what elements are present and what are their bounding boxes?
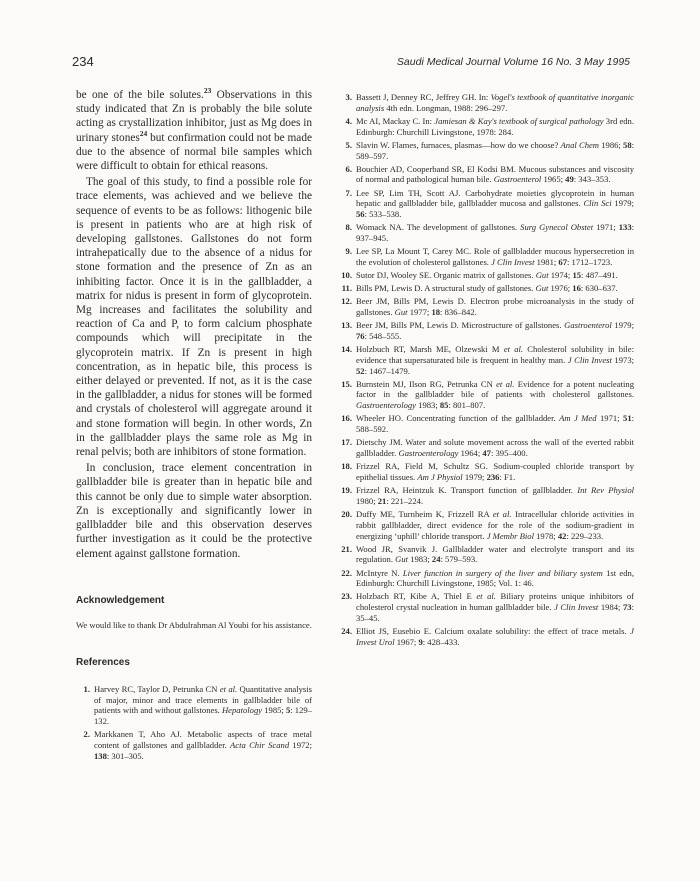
reference-journal: J Clin Invest [491,256,535,267]
reference-volume: 16 [572,283,581,294]
body-paragraph-2: The goal of this study, to find a possible role for trace elements, was achieved and we believe the sequence of events to be as follows: lithogenic bile is present in patients who are at high risk of developing gallstones. Gallstones do not form intrahepatically due to the absence of a nidus for stone formation and the presence of Zn as an inhibiting factor. Once it is in the gallbladder, a matrix for nidus is present in form of glycoprotein. Mg increases and facilitates the solubility and reaction of Ca and P, to form calcium phosphate compounds which will precipitate in the glycoprotein matrix. If Zn is present in high concentration, as in hepatic bile, this process is either delayed or prevented. If not, as it is the case in the gallbladder, a nidus for stones will be formed and crystals of cholesterol will aggregate around it and stone formation will begin. In other words, Zn in the gallbladder plays the same role as Mg in renal pelvis; both are inhibitors of stone formation. [76,176,312,459]
reference-item [338,92,634,114]
reference-journal: Gastroenterology [356,400,416,411]
reference-item [338,320,634,342]
reference-authors: Dietschy JM. Water and solute movement across the wall of the everted rabbit gallbladder. [356,437,634,459]
reference-title: Evidence for a potent nucleating factor in the gallbladder bile of patients with cholesterol gallstones. [356,378,635,400]
reference-pages: : 630–637. [580,283,618,294]
reference-item [338,283,634,294]
reference-journal: Surg Gynecol Obstet [520,222,594,233]
reference-volume: 51 [623,413,632,424]
reference-pages: : 129–132. [94,705,312,727]
reference-journal: J Invest Urol [356,626,634,647]
reference-volume: 24 [431,554,441,565]
running-head: Saudi Medical Journal Volume 16 No. 3 May 1995 [396,56,630,68]
reference-number: 6. [345,163,352,174]
reference-authors: Beer JM, Bills PM, Lewis D. Electron probe microanalysis in the study of gallstones. [356,296,634,318]
reference-item [338,485,634,507]
reference-year: 1981; [534,256,559,267]
reference-volume: 67 [558,256,567,267]
reference-number: 11. [341,283,352,294]
reference-journal: Gut [535,270,549,281]
reference-item [338,140,634,162]
reference-journal: Gastroenterol [564,320,612,331]
body-paragraph-3: In conclusion, trace element concentration in gallbladder bile is greater than in hepatic bile and this cannot be only due to simple water absorption. Zn is exceptionally and significantly lower in gallbladder bile and this observation deserves further investigation as it could be the protective element against gallstone formation. [76,462,312,560]
reference-year: 1980; [356,495,378,506]
reference-pages: : 343–353. [573,174,611,185]
reference-volume: 138 [94,750,107,761]
reference-number: 13. [341,320,352,331]
reference-journal: Am J Physiol [417,471,463,482]
reference-number: 18. [341,461,352,472]
reference-pages: : 801–807. [448,400,486,411]
reference-authors: Bassett J, Denney RC, Jeffrey GH. In: [356,92,491,102]
reference-year: 1973; [611,354,635,365]
reference-pages: : 229–233. [566,530,604,541]
reference-emphasis: et al. [492,508,512,519]
reference-year: 1986; [599,139,624,150]
reference-authors: Frizzel RA, Field M, Schultz SG. Sodium-coupled chloride transport by epithelial tissues. [356,461,634,482]
reference-volume: 21 [377,495,387,506]
body-text: be one of the bile solutes. [76,89,204,101]
reference-pages: : 428–433. [422,636,460,647]
reference-year: 1984; [598,602,623,613]
reference-volume: 18 [431,307,441,318]
reference-number: 4. [345,115,352,126]
reference-journal: Gut [394,307,408,318]
reference-item [338,222,634,244]
reference-authors: Wheeler HO. Concentrating function of the gallbladder. [356,413,560,424]
reference-volume: 58 [623,139,632,150]
reference-item [338,246,634,268]
reference-journal: J Membr Biol [486,530,534,541]
reference-authors: Beer JM, Bills PM, Lewis D. Microstructure of gallstones. [356,320,565,331]
reference-pages: : 301–305. [106,750,144,761]
reference-authors: Duffy ME, Turnheim K, Frizzell RA [356,508,493,519]
reference-volume: 47 [482,448,491,459]
reference-volume: 5 [285,705,291,716]
reference-authors: Frizzel RA, Heintzuk K. Transport function of gallbladder. [356,485,578,496]
reference-pages: : 533–538. [364,209,402,220]
reference-list-right [338,92,634,648]
reference-emphasis: Jamiesan & Kay's textbook of surgical pathology [434,115,604,126]
reference-item [338,344,634,376]
reference-authors: Sutor DJ, Wooley SE. Organic matrix of gallstones. [356,270,536,281]
reference-number: 16. [341,413,352,424]
reference-title: 4th edn. Longman, 1988: 296–297. [384,102,508,113]
reference-year: 1974; [548,270,573,281]
reference-journal: Anal Chem [560,139,600,150]
acknowledgement-text: We would like to thank Dr Abdulrahman Al Youbi for his assistance. [76,619,312,630]
reference-year: 1979; [611,198,634,209]
reference-volume: 236 [486,471,500,482]
reference-authors: Bouchier AD, Cooperband SR, El Kodsi BM. Mucous substances and viscosity of normal and pathological human bile. [356,163,634,185]
acknowledgement-heading: Acknowledgement [76,594,165,606]
reference-item [338,591,634,623]
reference-authors: Womack NA. The development of gallstones. [356,222,521,233]
reference-pages: : 35–45. [356,602,634,623]
reference-pages: : 579–593. [440,554,478,565]
reference-year: 1979; [611,320,634,331]
reference-emphasis: et al. [476,591,496,602]
reference-authors: Lee SP, La Mount T, Carey MC. Role of gallbladder mucous hypersecretion in the evolution of cholesterol gallstones. [356,246,634,267]
reference-emphasis: et al. [496,378,515,389]
reference-item [76,684,312,727]
reference-title: Intracellular chloride activities in rabbit gallbladder, direct evidence for the role of the sodium-gradient in energizing ‘uphill’ chloride transport. [356,508,634,541]
reference-emphasis: et al. [219,683,238,694]
reference-number: 7. [345,187,352,198]
reference-item [338,116,634,138]
reference-volume: 73 [623,602,632,613]
reference-authors: Holzbuch RT, Marsh ME, Olzewski M [356,344,504,354]
reference-item [338,509,634,541]
left-column [76,88,312,764]
reference-pages: : 548–555. [364,330,402,341]
reference-item [338,437,634,459]
citation-superscript: 23 [203,86,212,96]
reference-year: 1967; [394,636,419,647]
reference-number: 15. [341,378,352,389]
reference-journal: Am J Med [559,413,597,424]
page-number: 234 [72,54,94,69]
reference-year: 1965; [541,174,566,185]
reference-journal: Gut [535,283,549,294]
reference-journal: J Clin Invest [554,602,599,613]
reference-title: Cholesterol solubility in bile: evidence that supersaturated bile is frequent in healthy man. [356,344,635,365]
reference-pages: : 589–597. [356,139,635,161]
reference-volume: 76 [356,330,365,341]
reference-year: 1983; [408,554,432,565]
reference-number: 1. [83,683,90,694]
body-text: but confirmation could not be made due to the absence of normal bile samples which were difficult to obtain for ethical reasons. [76,131,312,173]
reference-volume: 52 [356,365,365,376]
reference-journal: Clin Sci [583,198,612,209]
reference-year: 1972; [289,739,312,750]
reference-number: 24. [341,626,352,637]
reference-volume: 133 [618,222,632,233]
reference-pages: : 1467–1479. [364,365,410,376]
reference-number: 17. [341,437,352,448]
reference-number: 8. [345,222,352,233]
reference-item [338,461,634,483]
reference-item [338,164,634,186]
reference-item [338,270,634,281]
reference-year: 1978; [533,530,558,541]
reference-number: 12. [341,296,352,307]
reference-title: Quantitative analysis of major, minor and trace elements in gallbladder bile of patients with and without gallstones. [94,683,312,716]
body-paragraph-1 [76,88,312,173]
reference-item [338,626,634,648]
reference-number: 14. [341,344,352,354]
reference-volume: 56 [356,209,365,220]
reference-authors: Wood JR, Svanvik J. Gallbladder water and electrolyte transport and its regulation. [356,543,634,565]
reference-pages: : 487–491. [581,270,618,281]
reference-pages: : 221–224. [386,495,424,506]
reference-authors: Bills PM, Lewis D. A structural study of gallstones. [356,283,536,294]
reference-journal: Gastroenterology [398,448,459,459]
reference-pages: : F1. [499,471,516,482]
reference-number: 19. [341,485,352,496]
reference-item [338,568,634,590]
right-column [338,92,634,650]
reference-emphasis: Vogel's textbook of quantitative inorganic analysis [356,92,634,113]
reference-number: 2. [83,729,90,740]
reference-journal: Int Rev Physiol [577,485,635,496]
body-text: Observations in this study indicated that Zn is probably the bile solute acting as crystallization inhibitor, just as Mg does in urinary stones [76,89,312,144]
reference-year: 1971; [593,222,619,233]
reference-journal: Acta Chir Scand [230,739,290,750]
citation-superscript: 24 [139,128,148,138]
reference-authors: Elliot JS, Eusebio E. Calcium oxalate solubility: the effect of trace metals. [356,626,631,637]
reference-item [338,296,634,318]
reference-year: 1976; [548,283,573,294]
reference-item [338,413,634,435]
reference-volume: 9 [418,636,423,647]
reference-pages: : 937–945. [356,222,634,244]
reference-number: 21. [341,543,352,554]
reference-number: 22. [341,567,352,578]
reference-title: 1st edn, Edinburgh: Churchill Livingstone, 1985; Vol. 1: 46. [356,567,634,589]
reference-journal: Gastroenterol [493,174,542,185]
reference-number: 20. [341,508,352,519]
reference-authors: Lee SP, Lim TH, Scott AJ. Carbohydrate moieties glycoprotein in human hepatic and gallbladder bile, gallbladder mucosa and gallstones. [356,187,634,209]
reference-authors: Burnstein MJ, Ilson RG, Petrunka CN [356,378,497,389]
reference-title: Biliary proteins unique inhibitors of cholesterol crystal nucleation in human gallbladder bile. [356,591,634,613]
reference-pages: : 395–400. [490,448,528,459]
reference-item [338,379,634,411]
reference-authors: Holzbach RT, Kibe A, Thiel E [356,591,477,602]
reference-title: 3rd edn. Edinburgh: Churchill Livingstone, 1978: 284. [356,115,635,137]
reference-pages: : 836–842. [440,307,477,318]
reference-volume: 42 [557,530,567,541]
reference-volume: 85 [439,400,449,411]
reference-year: 1977; [407,307,432,318]
reference-journal: Gut [395,554,409,565]
reference-pages: : 588–592. [356,413,634,435]
reference-authors: Harvey RC, Taylor D, Petrunka CN [94,683,220,694]
reference-emphasis: Liver function in surgery of the liver and biliary system [402,567,603,578]
reference-journal: Hepatology [221,705,263,716]
reference-number: 23. [341,591,352,602]
reference-volume: 15 [572,270,582,281]
reference-number: 5. [345,139,352,150]
reference-year: 1971; [596,413,624,424]
reference-number: 3. [345,92,352,102]
references-heading: References [76,656,130,668]
reference-item [338,188,634,220]
reference-item [76,729,312,761]
reference-volume: 49 [565,174,574,185]
reference-authors: Mc AI, Mackay C. In: [356,115,435,126]
reference-year: 1964; [458,448,483,459]
reference-emphasis: et al. [503,344,524,354]
reference-year: 1985; [262,705,286,716]
reference-list-left [76,684,312,762]
reference-year: 1983; [416,400,440,411]
reference-journal: J Clin Invest [567,354,612,365]
reference-authors: Slavin W. Flames, furnaces, plasmas—how do we choose? [356,139,561,150]
reference-number: 10. [341,270,352,281]
reference-pages: : 1712–1723. [567,256,613,267]
reference-authors: McIntyre N. [356,567,403,578]
reference-authors: Markkanen T, Aho AJ. Metabolic aspects of trace metal content of gallstones and gallbladder. [94,729,312,750]
reference-number: 9. [345,246,352,257]
reference-year: 1979; [462,471,487,482]
reference-item [338,544,634,566]
